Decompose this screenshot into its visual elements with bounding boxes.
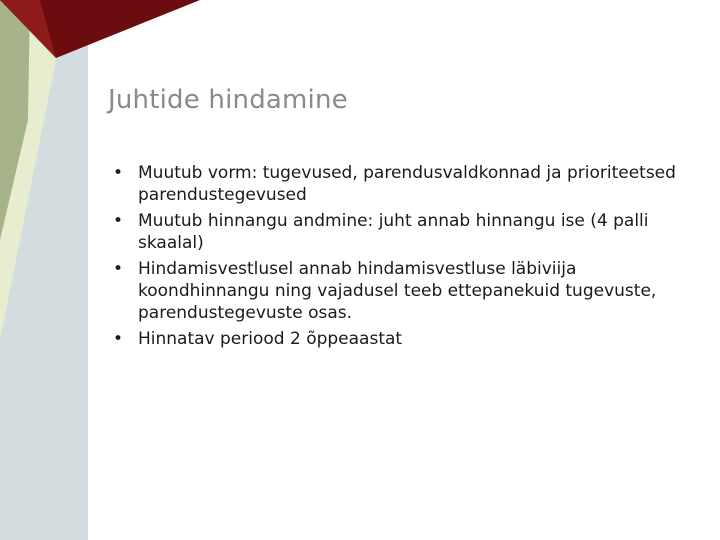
bullet-dot-icon: •: [113, 259, 124, 279]
bullet-text: Muutub vorm: tugevused, parendusvaldkonnad ja prioriteetsed parendustegevused: [138, 163, 676, 205]
slide-title: Juhtide hindamine: [108, 85, 348, 115]
bullet-list: [108, 162, 688, 354]
bullet-item: [108, 258, 688, 324]
bullet-dot-icon: •: [113, 329, 124, 349]
bullet-item: [108, 328, 688, 350]
bullet-item: [108, 162, 688, 206]
bullet-text: Hindamisvestlusel annab hindamisvestluse läbiviija koondhinnangu ning vajadusel teeb ettepanekuid tugevuste, parendustegevuste osas.: [138, 259, 657, 323]
bullet-text: Muutub hinnangu andmine: juht annab hinnangu ise (4 palli skaalal): [138, 211, 649, 253]
bullet-text: Hinnatav periood 2 õppeaastat: [138, 329, 403, 349]
bullet-dot-icon: •: [113, 163, 124, 183]
bullet-item: [108, 210, 688, 254]
bullet-dot-icon: •: [113, 211, 124, 231]
